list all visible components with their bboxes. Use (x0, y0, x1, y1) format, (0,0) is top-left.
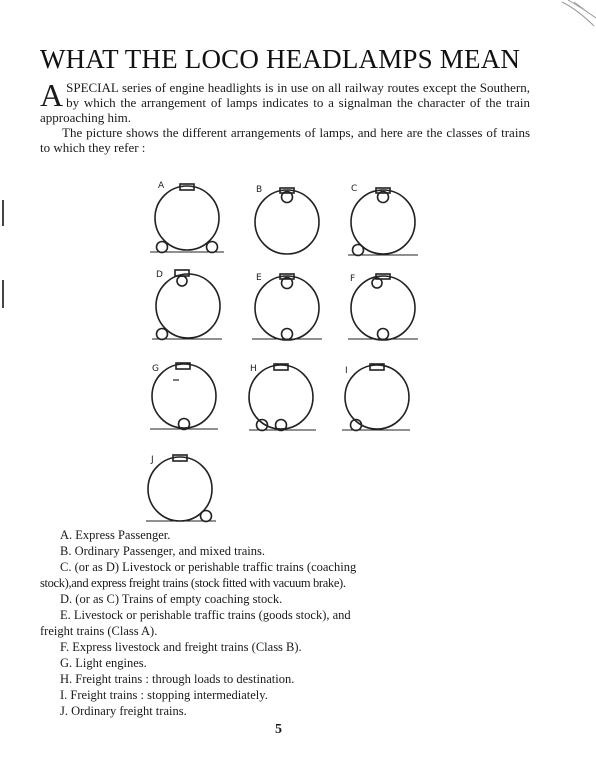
diagram-h (249, 364, 316, 431)
diagram-b (255, 188, 319, 254)
legend-item-c-cont: stock),and express freight trains (stock fitted with vacuum brake). (40, 576, 346, 590)
diagram-label-f: F (350, 274, 356, 284)
legend-item-b: B. Ordinary Passenger, and mixed trains. (60, 544, 266, 558)
diagram-d (152, 270, 222, 340)
lamp-left-buffer (157, 329, 168, 340)
lamp-right-buffer (201, 511, 212, 522)
legend-item-a: A. Express Passenger. (60, 528, 171, 542)
diagram-c (348, 188, 418, 256)
legend-item-e-cont: freight trains (Class A). (40, 624, 158, 638)
diagram-label-c: C (351, 184, 358, 194)
diagram-f (348, 274, 418, 340)
legend-item-i: I. Freight trains : stopping intermediately. (60, 688, 268, 702)
page-title: WHAT THE LOCO HEADLAMPS MEAN (40, 44, 521, 74)
lamp-left-buffer (353, 245, 364, 256)
diagram-label-i: I (345, 366, 348, 376)
diagram-label-e: E (256, 273, 262, 283)
diagram-e (252, 274, 322, 340)
diagram-label-j: J (151, 455, 154, 465)
legend-item-d: D. (or as C) Trains of empty coaching stock. (60, 592, 283, 606)
diagram-j (146, 455, 216, 522)
diagram-label-g: G (152, 364, 159, 374)
lamp-centre-buffer (378, 329, 389, 340)
diagram-label-h: H (250, 364, 257, 374)
legend-item-g: G. Light engines. (60, 656, 147, 670)
page-corner-mark (560, 0, 596, 30)
legend-item-f: F. Express livestock and freight trains (Class B). (60, 640, 302, 654)
page-number: 5 (275, 722, 282, 737)
diagram-a (150, 184, 224, 253)
lamp-left-buffer (157, 242, 168, 253)
lamp-right-buffer (207, 242, 218, 253)
diagram-label-d: D (156, 270, 163, 280)
legend-item-h: H. Freight trains : through loads to destination. (60, 672, 295, 686)
legend-item-j: J. Ordinary freight trains. (60, 704, 187, 718)
intro-paragraph-2: The picture shows the different arrangements of lamps, and here are the classes of trains to which they refer : (40, 125, 530, 155)
diagram-label-b: B (256, 185, 263, 195)
diagram-g (150, 363, 218, 430)
diagram-i (342, 364, 410, 431)
margin-mark (0, 200, 8, 310)
lamp-chimney (177, 276, 187, 286)
lamp-centre-buffer (282, 329, 293, 340)
diagram-label-a: A (158, 181, 165, 191)
legend-item-e: E. Livestock or perishable traffic trains (goods stock), and (60, 608, 351, 622)
legend-item-c: C. (or as D) Livestock or perishable traffic trains (coaching (60, 560, 357, 574)
intro-paragraph-1-text: SPECIAL series of engine headlights is in use on all railway routes except the Southern, by which the arrangement of lamps indicates to a signalman the character of the train approaching him. (40, 80, 530, 125)
legend-list (40, 527, 540, 719)
drop-cap: A (40, 77, 64, 113)
